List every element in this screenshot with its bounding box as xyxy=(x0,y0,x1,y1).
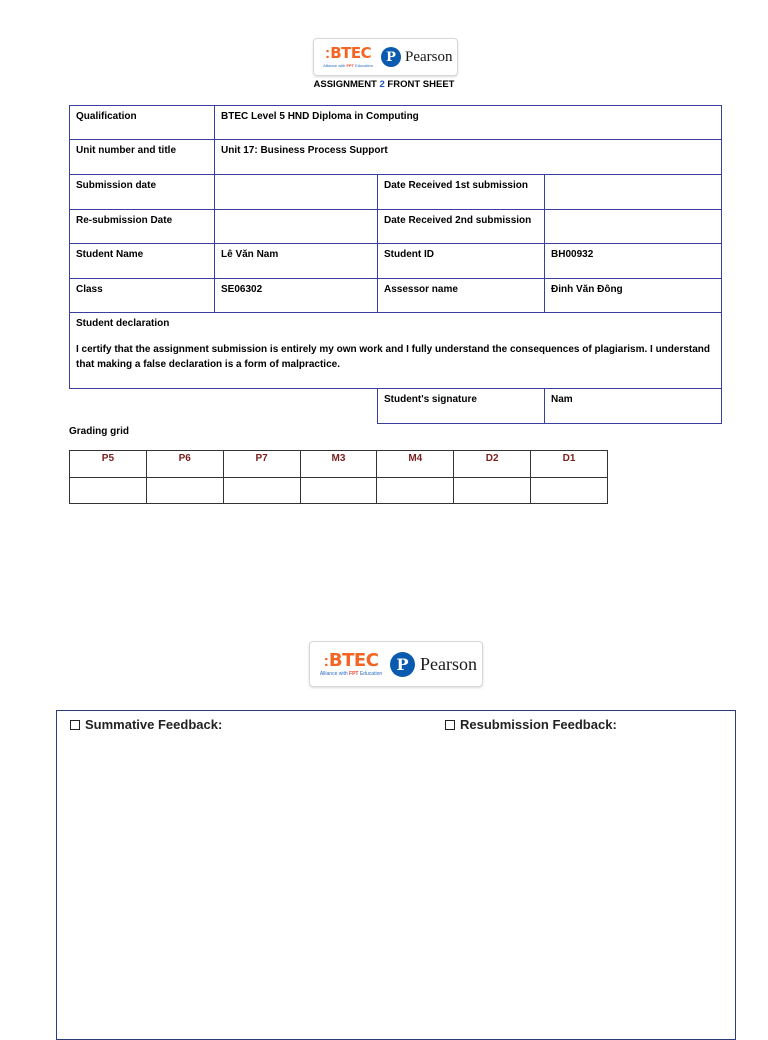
grade-value-m3 xyxy=(300,478,377,504)
signature-value: Nam xyxy=(545,389,722,424)
grade-value-p7 xyxy=(223,478,300,504)
summative-feedback-label: Summative Feedback: xyxy=(85,717,223,732)
grade-header-p6: P6 xyxy=(146,451,223,478)
btec-logo-subtitle: Alliance with FPT Education xyxy=(319,670,383,677)
grade-value-p6 xyxy=(146,478,223,504)
signature-label: Student's signature xyxy=(378,389,545,424)
student-id-value: BH00932 xyxy=(545,244,722,279)
date-received-1-value xyxy=(545,175,722,210)
student-name-value: Lê Văn Nam xyxy=(215,244,378,279)
btec-logo-text: BTEC xyxy=(330,44,372,62)
qualification-value: BTEC Level 5 HND Diploma in Computing xyxy=(215,106,722,140)
table-row xyxy=(70,313,722,389)
submission-date-label: Submission date xyxy=(70,175,215,210)
class-value: SE06302 xyxy=(215,279,378,313)
grade-header-p7: P7 xyxy=(223,451,300,478)
assessor-label: Assessor name xyxy=(378,279,545,313)
btec-logo-text: BTEC xyxy=(328,649,379,671)
btec-logo-subtitle: Alliance with FPT Education xyxy=(323,63,373,68)
pearson-logo-icon: P xyxy=(381,47,401,67)
table-row xyxy=(70,175,722,210)
btec-logo: :BTEC Alliance with FPT Education xyxy=(319,649,383,677)
summative-feedback[interactable] xyxy=(70,717,222,732)
table-row xyxy=(70,389,722,424)
grade-value-m4 xyxy=(377,478,454,504)
table-row xyxy=(70,140,722,175)
declaration-label: Student declaration xyxy=(76,318,170,329)
page-title: ASSIGNMENT 2 FRONT SHEET xyxy=(313,79,455,90)
grade-header-d1: D1 xyxy=(531,451,608,478)
date-received-2-value xyxy=(545,210,722,244)
student-declaration xyxy=(70,313,722,389)
resubmission-date-label: Re-submission Date xyxy=(70,210,215,244)
grading-grid-table xyxy=(69,450,608,504)
grade-value-d2 xyxy=(454,478,531,504)
assessor-value: Đinh Văn Đông xyxy=(545,279,722,313)
table-row xyxy=(70,244,722,279)
assignment-number: 2 xyxy=(379,79,385,90)
grading-value-row xyxy=(70,478,608,504)
grade-header-m3: M3 xyxy=(300,451,377,478)
class-label: Class xyxy=(70,279,215,313)
table-row xyxy=(70,106,722,140)
pearson-logo-icon: P xyxy=(390,652,415,677)
feedback-box xyxy=(56,710,736,1040)
table-row xyxy=(70,210,722,244)
pearson-logo-text: Pearson xyxy=(420,653,477,674)
student-id-label: Student ID xyxy=(378,244,545,279)
grading-grid-label: Grading grid xyxy=(69,426,129,437)
grade-header-p5: P5 xyxy=(70,451,147,478)
pearson-logo-text: Pearson xyxy=(405,48,453,65)
date-received-2-label: Date Received 2nd submission xyxy=(378,210,545,244)
resubmission-date-value xyxy=(215,210,378,244)
qualification-label: Qualification xyxy=(70,106,215,140)
grading-header-row xyxy=(70,451,608,478)
summative-feedback-checkbox[interactable] xyxy=(70,720,80,730)
resubmission-feedback-checkbox[interactable] xyxy=(445,720,455,730)
grade-value-d1 xyxy=(531,478,608,504)
unit-label: Unit number and title xyxy=(70,140,215,175)
declaration-text: I certify that the assignment submission is entirely my own work and I fully understand the consequences of plagiarism. I understand that making a false declaration is a form of malpractice. xyxy=(76,344,711,370)
submission-date-value xyxy=(215,175,378,210)
grade-header-d2: D2 xyxy=(454,451,531,478)
student-name-label: Student Name xyxy=(70,244,215,279)
btec-pearson-logo xyxy=(313,38,458,76)
front-sheet-table xyxy=(69,105,722,424)
unit-value: Unit 17: Business Process Support xyxy=(215,140,722,175)
table-row xyxy=(70,279,722,313)
btec-logo: :BTEC Alliance with FPT Education xyxy=(323,44,373,68)
resubmission-feedback-label: Resubmission Feedback: xyxy=(460,717,617,732)
date-received-1-label: Date Received 1st submission xyxy=(378,175,545,210)
resubmission-feedback[interactable] xyxy=(445,717,617,732)
grade-value-p5 xyxy=(70,478,147,504)
grade-header-m4: M4 xyxy=(377,451,454,478)
btec-pearson-logo xyxy=(309,641,483,687)
